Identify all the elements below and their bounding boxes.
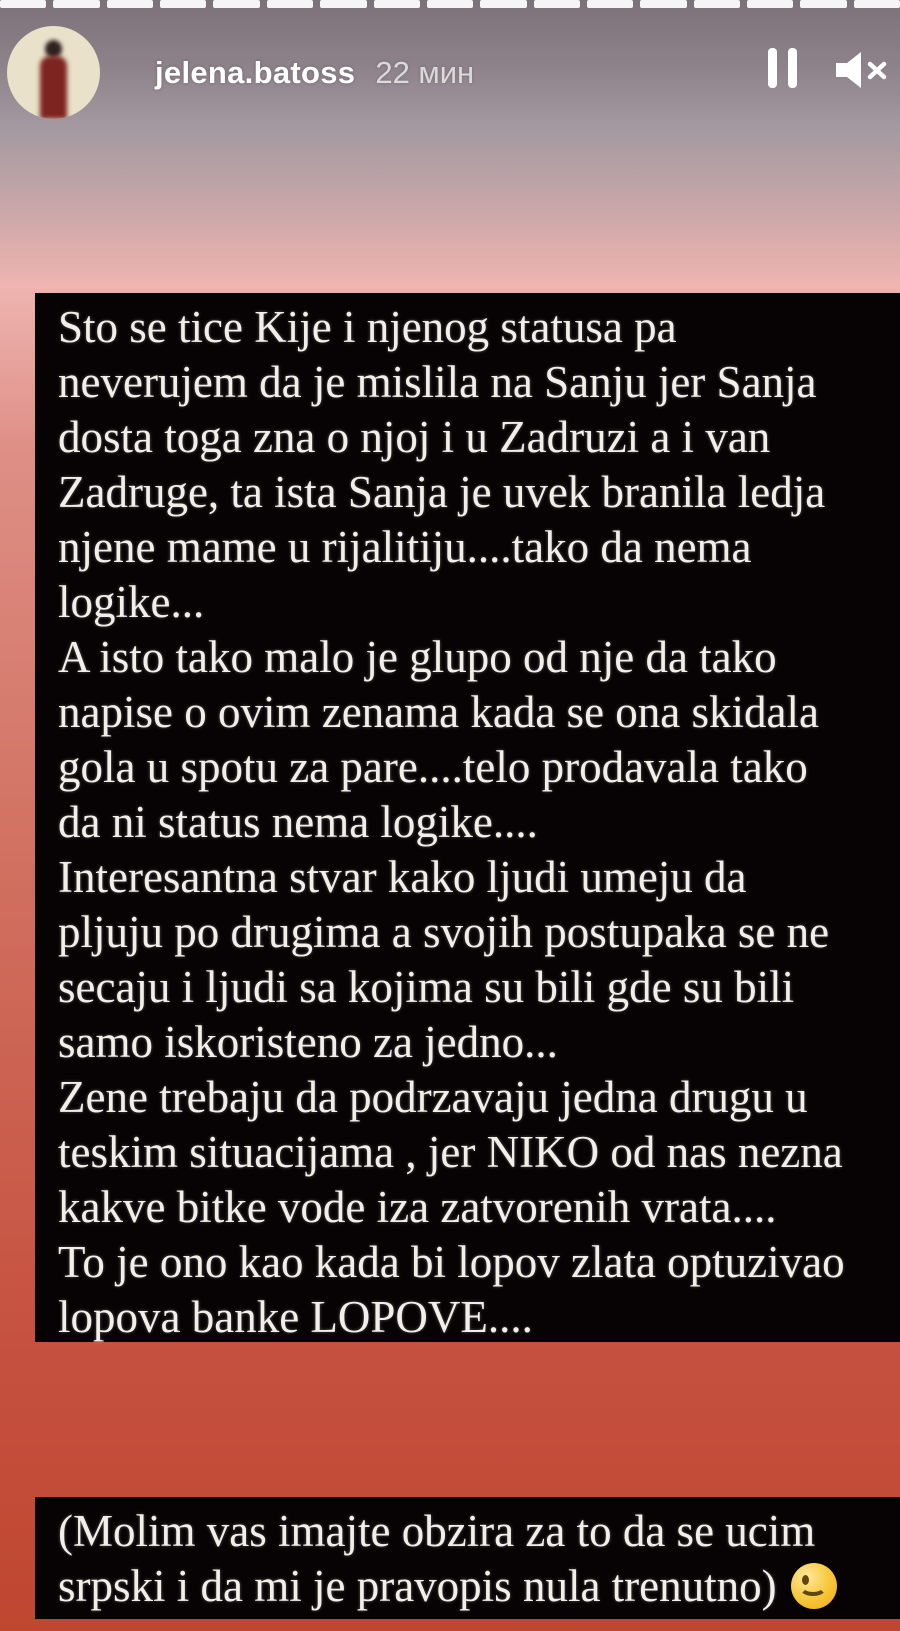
progress-segment bbox=[213, 0, 259, 8]
story-text-line: secaju i ljudi sa kojima su bili gde su bili bbox=[58, 962, 795, 1012]
pause-button[interactable] bbox=[768, 48, 798, 88]
story-text-line: neverujem da je mislila na Sanju jer Sanja bbox=[58, 357, 817, 407]
story-text-line: (Molim vas imajte obzira za to da se ucim bbox=[58, 1506, 816, 1556]
emoji-smile bbox=[799, 1578, 827, 1596]
story-text-line: Sto se tice Kije i njenog statusa pa bbox=[58, 302, 677, 352]
story-text-line: To je ono kao kada bi lopov zlata optuzivao bbox=[58, 1237, 845, 1287]
speaker-muted-icon bbox=[834, 48, 888, 92]
timestamp: 22 мин bbox=[375, 54, 475, 90]
story-text-line: A isto tako malo je glupo od nje da tako bbox=[58, 632, 777, 682]
progress-segment bbox=[854, 0, 900, 8]
progress-segment bbox=[534, 0, 580, 8]
progress-segment bbox=[267, 0, 313, 8]
progress-segment bbox=[480, 0, 526, 8]
avatar-image-body bbox=[40, 56, 67, 119]
story-text-block bbox=[35, 293, 900, 1342]
pause-icon bbox=[768, 48, 777, 88]
story-text-line: logike... bbox=[58, 577, 205, 627]
footer-line-text: srpski i da mi je pravopis nula trenutno) bbox=[58, 1561, 777, 1611]
story-text-line: Zene trebaju da podrzavaju jedna drugu u bbox=[58, 1072, 808, 1122]
story-text-line: Interesantna stvar kako ljudi umeju da bbox=[58, 852, 747, 902]
story-text-line: gola u spotu za pare....telo prodavala tako bbox=[58, 742, 808, 792]
winking-face-emoji bbox=[791, 1563, 837, 1609]
progress-segment bbox=[107, 0, 153, 8]
mute-button[interactable] bbox=[834, 48, 888, 92]
progress-segment bbox=[640, 0, 686, 8]
story-text-line: Zadruge, ta ista Sanja je uvek branila ledja bbox=[58, 467, 826, 517]
progress-segment bbox=[694, 0, 740, 8]
story-text-line: napise o ovim zenama kada se ona skidala bbox=[58, 687, 819, 737]
progress-segment bbox=[320, 0, 366, 8]
story-text-line: njene mame u rijalitiju....tako da nema bbox=[58, 522, 752, 572]
story-text-line: dosta toga zna o njoj i u Zadruzi a i van bbox=[58, 412, 771, 462]
story-text-line: pljuju po drugima a svojih postupaka se ne bbox=[58, 907, 830, 957]
story-text-line bbox=[58, 1559, 900, 1614]
story-text-line: da ni status nema logike.... bbox=[58, 797, 538, 847]
story-text-line: teskim situacijama , jer NIKO od nas nezna bbox=[58, 1127, 843, 1177]
avatar[interactable] bbox=[7, 26, 100, 119]
progress-segment bbox=[427, 0, 473, 8]
progress-segment bbox=[800, 0, 846, 8]
progress-segment bbox=[0, 0, 46, 8]
pause-icon-bar bbox=[788, 48, 797, 88]
story-footer-text-block bbox=[35, 1497, 900, 1619]
story-text-line: lopova banke LOPOVE.... bbox=[58, 1292, 533, 1342]
progress-segment bbox=[53, 0, 99, 8]
story-text-line: kakve bitke vode iza zatvorenih vrata.... bbox=[58, 1182, 777, 1232]
progress-segment bbox=[374, 0, 420, 8]
story-text-line: samo iskoristeno za jedno... bbox=[58, 1017, 558, 1067]
progress-segment bbox=[747, 0, 793, 8]
story-header bbox=[7, 25, 900, 120]
progress-segment bbox=[160, 0, 206, 8]
progress-segment bbox=[587, 0, 633, 8]
story-progress-bar bbox=[0, 0, 900, 8]
username[interactable]: jelena.batoss bbox=[155, 54, 356, 90]
